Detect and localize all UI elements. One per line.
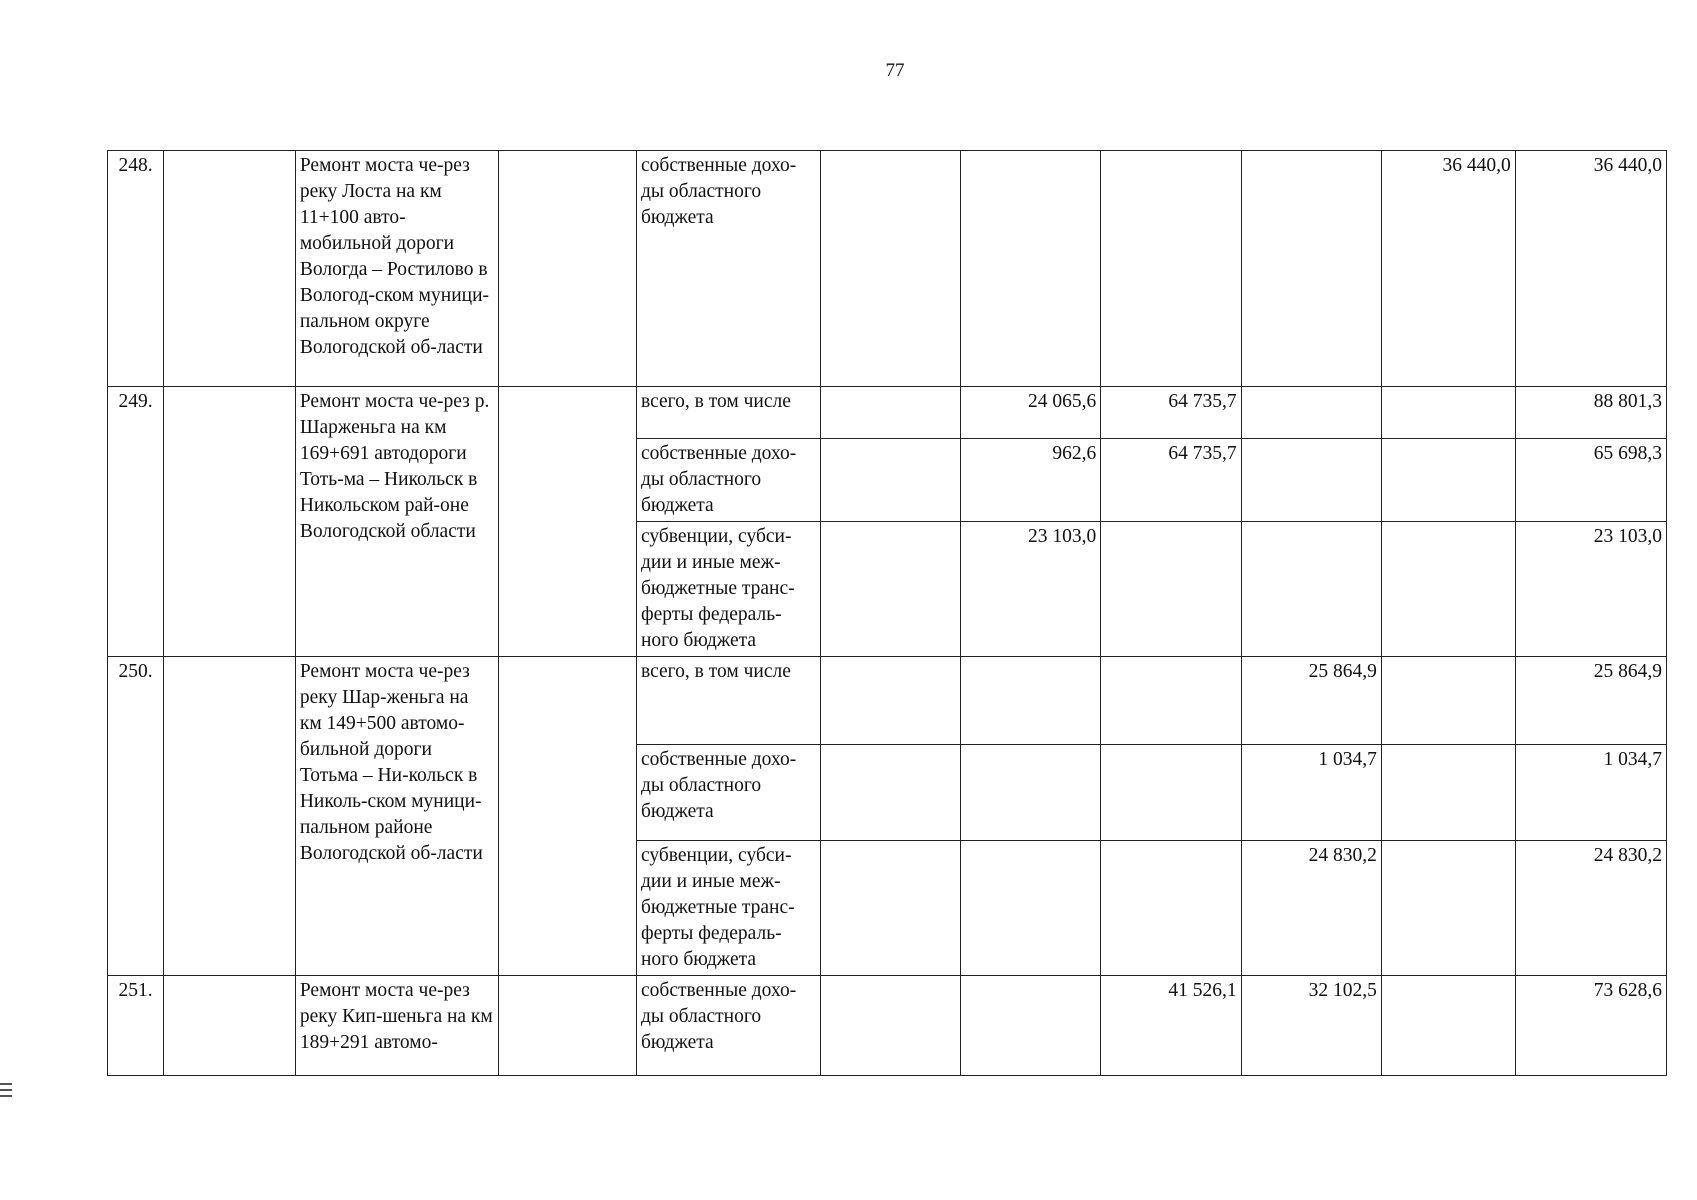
funding-source: всего, в том числе [637,657,821,745]
amount-total: 36 440,0 [1515,151,1666,387]
amount-cell [960,841,1100,976]
row-number: 250. [108,657,164,976]
amount-total: 1 034,7 [1515,745,1666,841]
margin-mark [0,1083,12,1101]
amount-cell [1241,522,1381,657]
amount-cell [1381,841,1515,976]
amount-cell [820,657,960,745]
table-body [108,151,1667,1076]
amount-cell: 64 735,7 [1101,387,1241,439]
amount-cell [1381,387,1515,439]
empty-cell [164,976,296,1076]
amount-cell [1241,387,1381,439]
amount-total: 23 103,0 [1515,522,1666,657]
funding-source: собственные дохо-ды областного бюджета [637,745,821,841]
table-row [108,387,1667,439]
amount-cell [960,745,1100,841]
amount-cell: 41 526,1 [1101,976,1241,1076]
empty-cell [164,151,296,387]
amount-cell: 36 440,0 [1381,151,1515,387]
table-row [108,976,1667,1076]
amount-cell [1381,657,1515,745]
empty-cell [498,151,636,387]
funding-source: собственные дохо-ды областного бюджета [637,439,821,522]
empty-cell [498,387,636,657]
amount-cell: 24 830,2 [1241,841,1381,976]
amount-cell [820,387,960,439]
amount-cell [1241,439,1381,522]
amount-total: 24 830,2 [1515,841,1666,976]
amount-cell: 1 034,7 [1241,745,1381,841]
budget-table [107,150,1667,1076]
row-number: 251. [108,976,164,1076]
table-row [108,657,1667,745]
amount-total: 25 864,9 [1515,657,1666,745]
amount-cell: 962,6 [960,439,1100,522]
amount-cell [820,976,960,1076]
funding-source: всего, в том числе [637,387,821,439]
amount-cell [1381,976,1515,1076]
amount-cell [820,439,960,522]
object-name: Ремонт моста че-рез реку Кип-шеньга на км 189+291 автомо- [295,976,498,1076]
amount-cell: 23 103,0 [960,522,1100,657]
amount-cell: 25 864,9 [1241,657,1381,745]
empty-cell [164,387,296,657]
amount-cell [1101,657,1241,745]
amount-cell [820,151,960,387]
amount-cell [1381,522,1515,657]
funding-source: собственные дохо-ды областного бюджета [637,151,821,387]
empty-cell [498,657,636,976]
funding-source: субвенции, субси-дии и иные меж-бюджетные транс-ферты федераль-ного бюджета [637,841,821,976]
table-row [108,151,1667,387]
amount-cell [1101,151,1241,387]
row-number: 248. [108,151,164,387]
amount-cell: 64 735,7 [1101,439,1241,522]
amount-cell [1101,522,1241,657]
funding-source: собственные дохо-ды областного бюджета [637,976,821,1076]
amount-cell [960,657,1100,745]
amount-cell [1241,151,1381,387]
object-name: Ремонт моста че-рез реку Лоста на км 11+100 авто-мобильной дороги Вологда – Ростилово в Вологод-ском муници-пальном округе Вологодской об-ласти [295,151,498,387]
object-name: Ремонт моста че-рез реку Шар-женьга на км 149+500 автомо-бильной дороги Тотьма – Ни-кольск в Николь-ском муници-пальном районе Вологодской об-ласти [295,657,498,976]
empty-cell [498,976,636,1076]
empty-cell [164,657,296,976]
amount-total: 88 801,3 [1515,387,1666,439]
amount-cell [820,841,960,976]
object-name: Ремонт моста че-рез р. Шарженьга на км 169+691 автодороги Тоть-ма – Никольск в Никольском рай-оне Вологодской области [295,387,498,657]
amount-cell [820,522,960,657]
amount-cell: 24 065,6 [960,387,1100,439]
amount-total: 73 628,6 [1515,976,1666,1076]
amount-cell [820,745,960,841]
amount-cell [1381,439,1515,522]
amount-cell [1101,841,1241,976]
amount-cell [1381,745,1515,841]
row-number: 249. [108,387,164,657]
amount-cell [960,976,1100,1076]
amount-cell [1101,745,1241,841]
page-number: 77 [885,60,905,81]
funding-source: субвенции, субси-дии и иные меж-бюджетные транс-ферты федераль-ного бюджета [637,522,821,657]
amount-cell [960,151,1100,387]
amount-total: 65 698,3 [1515,439,1666,522]
amount-cell: 32 102,5 [1241,976,1381,1076]
